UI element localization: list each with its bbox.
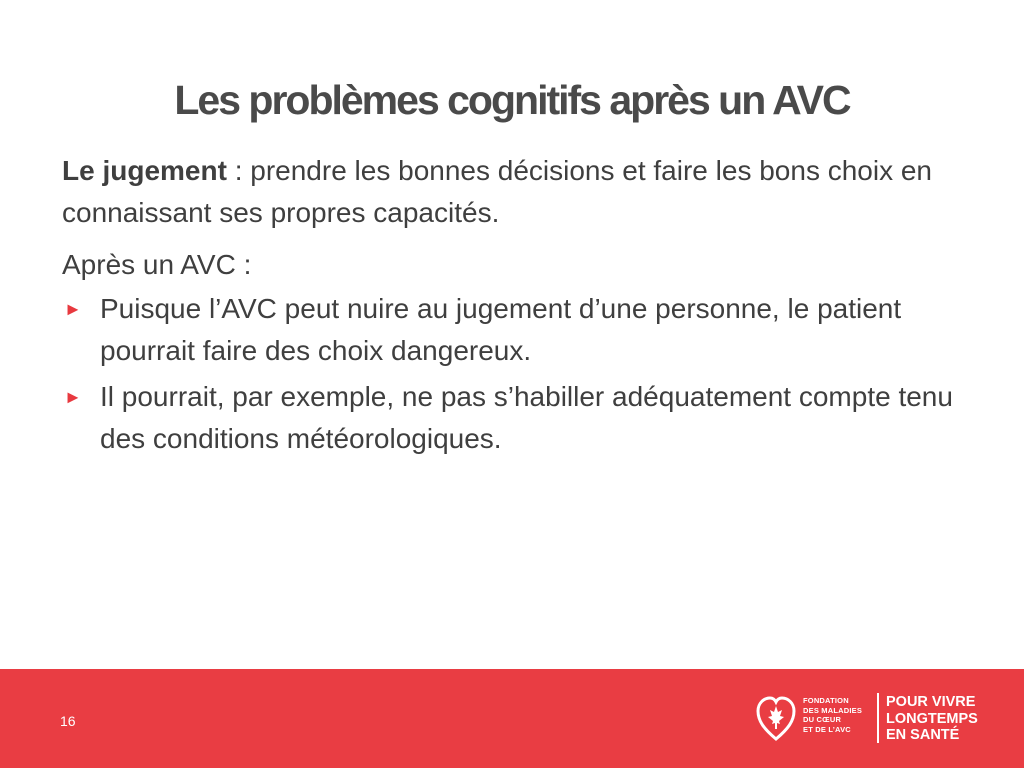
- foundation-line: DU CŒUR: [803, 715, 842, 724]
- heart-maple-leaf-icon: [756, 695, 796, 741]
- foundation-line: ET DE L’AVC: [803, 724, 851, 734]
- slide-title: Les problèmes cognitifs après un AVC: [174, 77, 850, 124]
- bullet-list: [62, 288, 962, 460]
- tagline-line: POUR VIVRE: [886, 694, 976, 710]
- tagline: [886, 694, 978, 744]
- tagline-line: EN SANTÉ: [886, 727, 960, 743]
- bullet-text: Puisque l’AVC peut nuire au jugement d’une personne, le patient pourrait faire des choix dangereux.: [100, 293, 902, 366]
- foundation-name: [803, 696, 883, 734]
- footer-bar: [0, 669, 1024, 768]
- foundation-line: FONDATION: [803, 696, 849, 705]
- page-number: 16: [60, 713, 76, 729]
- bullet-arrow-icon: ►: [64, 387, 82, 407]
- after-stroke-label: Après un AVC :: [62, 249, 252, 280]
- bullet-arrow-icon: ►: [64, 299, 82, 319]
- bullet-text: Il pourrait, par exemple, ne pas s’habiller adéquatement compte tenu des conditions météorologiques.: [100, 381, 953, 454]
- judgement-paragraph: [62, 150, 962, 234]
- judgement-term: Le jugement: [62, 155, 227, 186]
- list-item: [62, 376, 962, 460]
- judgement-definition: : prendre les bonnes décisions et faire les bons choix en connaissant ses propres capacités.: [62, 155, 933, 228]
- tagline-line: LONGTEMPS: [886, 710, 978, 727]
- slide-content: [62, 150, 962, 464]
- foundation-logo: [756, 693, 1006, 749]
- logo-divider: [877, 693, 879, 743]
- foundation-line: DES MALADIES: [803, 705, 863, 715]
- list-item: [62, 288, 962, 372]
